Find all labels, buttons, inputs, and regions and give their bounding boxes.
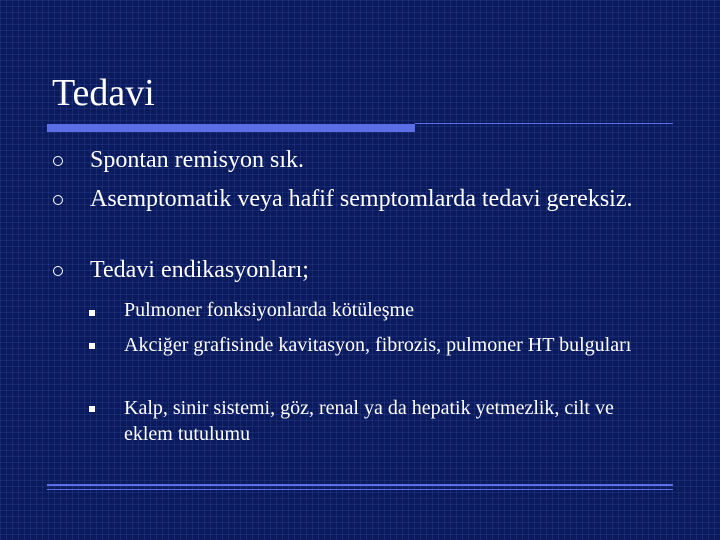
- footer-rule: [47, 484, 673, 486]
- slide-title: Tedavi: [52, 72, 155, 114]
- square-bullet-icon: [89, 406, 95, 412]
- title-underline-thick: [47, 124, 415, 132]
- square-bullet-icon: [89, 310, 95, 316]
- hollow-circle-bullet-icon: [53, 266, 63, 276]
- sub-bullet-text: Akciğer grafisinde kavitasyon, fibrozis, pulmoner HT bulguları: [124, 334, 632, 356]
- footer-rule-thin: [47, 489, 673, 490]
- title-underline-thin: [415, 123, 673, 124]
- bullet-text: Asemptomatik veya hafif semptomlarda tedavi gereksiz.: [90, 186, 633, 212]
- hollow-circle-bullet-icon: [53, 156, 63, 166]
- square-bullet-icon: [89, 343, 95, 349]
- sub-bullet-text: Pulmoner fonksiyonlarda kötüleşme: [124, 299, 414, 321]
- sub-bullet-text: Kalp, sinir sistemi, göz, renal ya da hepatik yetmezlik, cilt ve eklem tutulumu: [124, 397, 614, 445]
- bullet-text: Spontan remisyon sık.: [90, 147, 304, 173]
- hollow-circle-bullet-icon: [53, 195, 63, 205]
- bullet-text: Tedavi endikasyonları;: [90, 257, 309, 283]
